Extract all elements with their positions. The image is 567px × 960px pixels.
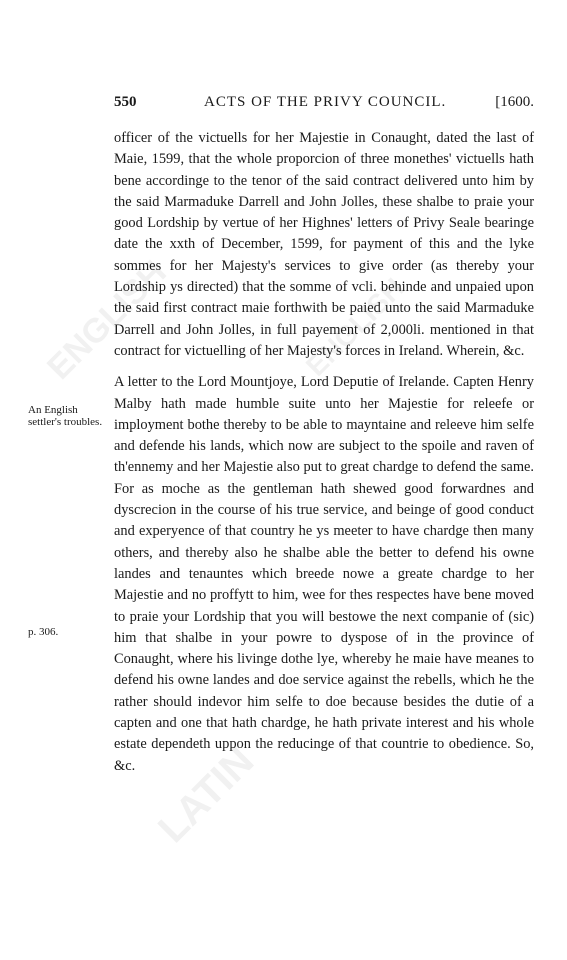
- watermark: LATIN: [150, 738, 263, 852]
- watermark: ENGLISH: [40, 253, 174, 387]
- margin-note: An English settler's troubles.: [28, 404, 103, 428]
- header-year: [1600.: [495, 94, 534, 110]
- page-header: [114, 94, 534, 114]
- page-number: 550: [114, 94, 137, 110]
- running-title: ACTS OF THE PRIVY COUNCIL.: [204, 94, 447, 110]
- body-text: [114, 128, 534, 777]
- paragraph: officer of the victuells for her Majestie in Conaught, dated the last of Maie, 1599, that the whole proporcion of three monethes' victuells hath bene accordinge to the tenor of the said contract delivered unto him by the said Marmaduke Darrell and John Jolles, these shalbe to praie your good Lordship by vertue of her Highnes' letters of Privy Seale bearinge date the xxth of December, 1599, for payment of this and the lyke sommes for her Majesty's services to give order (as thereby your Lordship ys directed) that the somme of vcli. behinde and unpaied upon the said first contract maie forthwith be paied unto the said Marmaduke Darrell and John Jolles, in full payement of 2,000li. mentioned in that contract for victuelling of her Majesty's forces in Ireland. Wherein, &c.: [114, 130, 534, 359]
- margin-note: p. 306.: [28, 626, 59, 638]
- watermark: ENGLISH: [300, 271, 410, 382]
- paragraph: A letter to the Lord Mountjoye, Lord Deputie of Irelande. Capten Henry Malby hath made humble suite unto her Majestie for releefe or imployment bothe thereby to be able to mayntaine and releeve him selfe and defende his lands, which now are subject to the spoile and raven of th'ennemy and her Majestie also put to great chardge to defend the same. For as moche as the gentleman hath shewed good forwardnes and dyscrecion in the course of his true service, and beinge of good conduct and experyence of that country he ys meeter to have chardge then many others, and thereby also he shalbe able the better to defend his owne landes and tenauntes which breede nowe a greate chardge to her Majestie and no proffytt to him, wee for thes respectes have bene moved to praie your Lordship that you will bestowe the next companie of (sic) him that shalbe in your powre to dyspose of in the province of Conaught, where his livinge dothe lye, whereby he maie have meanes to defend his owne landes and doe service against the rebells, which he the rather should indevor him selfe to doe because besides the dutie of a capten and one that hath chardge, he hath private interest and his whole estate dependeth uppon the reducinge of that countrie to obedience. So, &c.: [114, 374, 534, 774]
